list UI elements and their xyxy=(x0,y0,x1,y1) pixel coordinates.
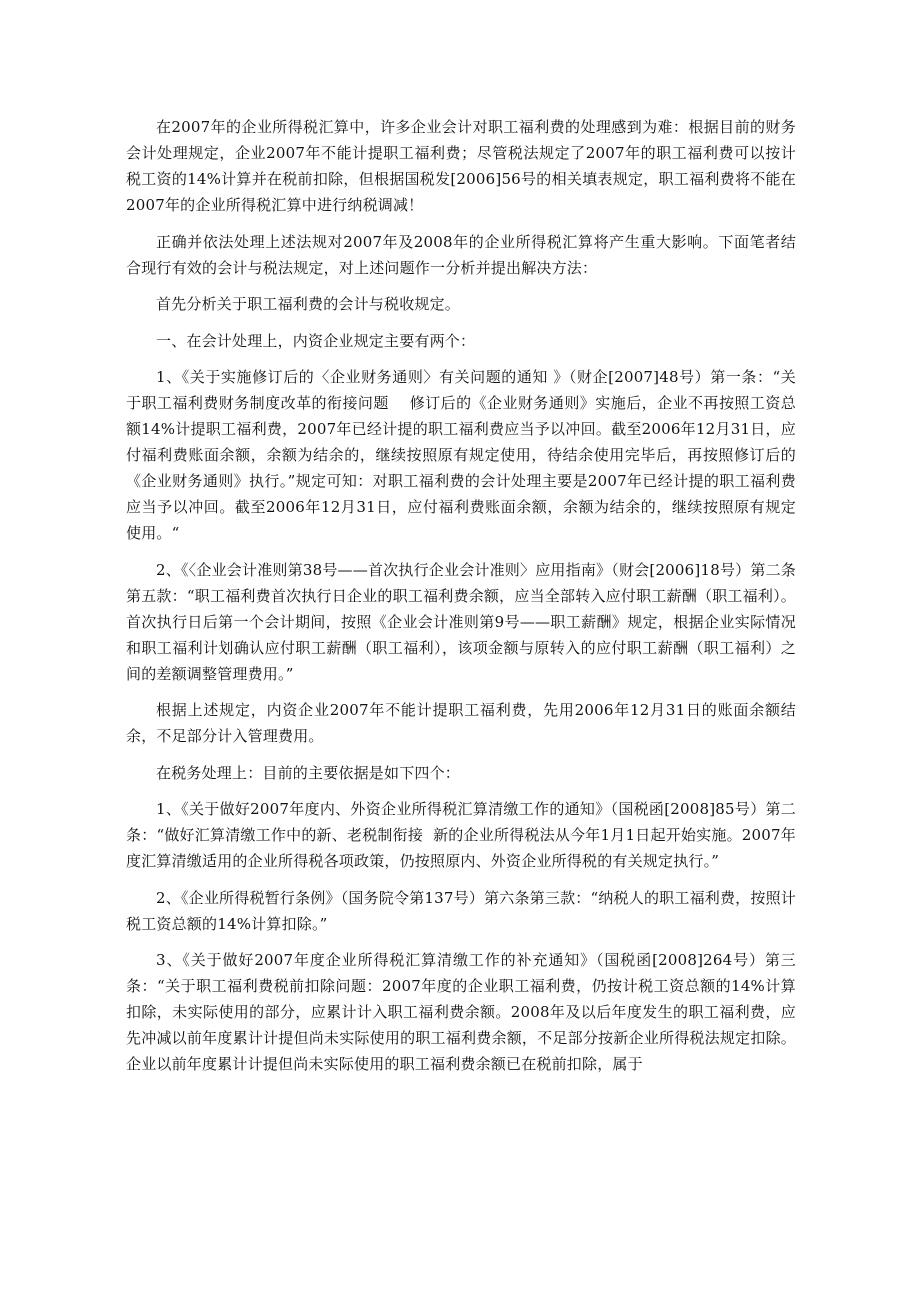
paragraph-tax-rule-2: 2、《企业所得税暂行条例》（国务院令第137号）第六条第三款：“纳税人的职工福利费，按照计税工资总额的14%计算扣除。” xyxy=(126,888,796,933)
paragraph-accounting-rule-1: 1、《关于实施修订后的〈企业财务通则〉有关问题的通知 》（财企[2007]48号）第一条：“关于职工福利费财务制度改革的衔接问题 修订后的《企业财务通则》实施后，企业不再按照工资总额14%计提职工福利费，2007年已经计提的职工福利费应当予以冲回。截至2006年12月31日，应付福利费账面余额，余额为结余的，继续按照原有规定使用，待结余使用完毕后，再按照修订后的《企业财务通则》执行。”规定可知：对职工福利费的会计处理主要是2007年已经计提的职工福利费应当予以冲回。截至2006年12月31日，应付福利费账面余额，余额为结余的，继续按照原有规定使用。“ xyxy=(126,368,796,542)
section-heading-tax: 在税务处理上：目前的主要依据是如下四个： xyxy=(156,763,461,782)
section-heading-accounting: 一、在会计处理上，内资企业规定主要有两个： xyxy=(156,331,476,350)
paragraph-intro: 在2007年的企业所得税汇算中，许多企业会计对职工福利费的处理感到为难：根据目前的财务会计处理规定，企业2007年不能计提职工福利费；尽管税法规定了2007年的职工福利费可以按计税工资的14%计算并在税前扣除，但根据国税发[2006]56号的相关填表规定，职工福利费将不能在2007年的企业所得税汇算中进行纳税调减！ xyxy=(126,118,796,214)
paragraph-accounting-rule-2: 2、《〈企业会计准则第38号——首次执行企业会计准则〉应用指南》（财会[2006]18号）第二条第五款：“职工福利费首次执行日企业的职工福利费余额，应当全部转入应付职工薪酬（职工福利）。首次执行日后第一个会计期间，按照《企业会计准则第9号——职工薪酬》规定，根据企业实际情况和职工福利计划确认应付职工薪酬（职工福利），该项金额与原转入的应付职工薪酬（职工福利）之间的差额调整管理费用。” xyxy=(126,560,796,683)
paragraph-tax-rule-3: 3、《关于做好2007年度企业所得税汇算清缴工作的补充通知》（国税函[2008]264号）第三条：“关于职工福利费税前扣除问题：2007年度的企业职工福利费，仍按计税工资总额的14%计算扣除，未实际使用的部分，应累计计入职工福利费余额。2008年及以后年度发生的职工福利费，应先冲减以前年度累计计提但尚未实际使用的职工福利费余额，不足部分按新企业所得税法规定扣除。企业以前年度累计计提但尚未实际使用的职工福利费余额已在税前扣除，属于 xyxy=(126,951,796,1073)
paragraph-impact: 正确并依法处理上述法规对2007年及2008年的企业所得税汇算将产生重大影响。下面笔者结合现行有效的会计与税法规定，对上述问题作一分析并提出解决方法： xyxy=(126,232,796,277)
paragraph-accounting-conclusion: 根据上述规定，内资企业2007年不能计提职工福利费，先用2006年12月31日的账面余额结余，不足部分计入管理费用。 xyxy=(126,701,796,745)
paragraph-analysis-lead: 首先分析关于职工福利费的会计与税收规定。 xyxy=(156,295,461,313)
paragraph-tax-rule-1: 1、《关于做好2007年度内、外资企业所得税汇算清缴工作的通知》（国税函[2008]85号）第二条：“做好汇算清缴工作中的新、老税制衔接 新的企业所得税法从今年1月1日起开始实施。2007年度汇算清缴适用的企业所得税各项政策，仍按照原内、外资企业所得税的有关规定执行。” xyxy=(126,800,796,870)
document-body xyxy=(126,114,796,1088)
